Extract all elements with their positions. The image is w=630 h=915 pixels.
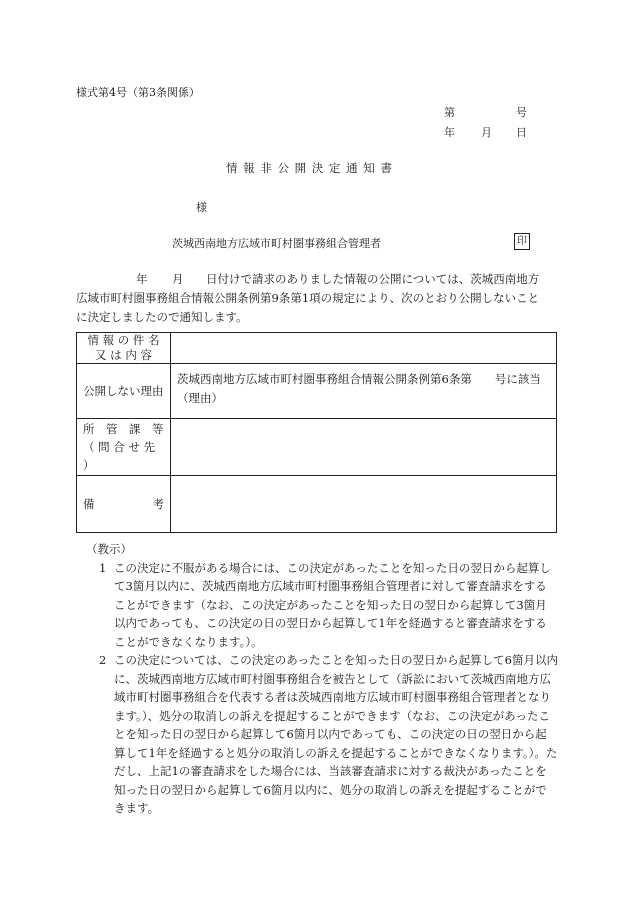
form-label: 様式第4号（第3条関係） bbox=[76, 86, 200, 99]
instructions-section bbox=[86, 540, 558, 818]
intro-paragraph bbox=[76, 270, 558, 327]
instructions-heading: （教示） bbox=[86, 542, 132, 556]
instruction-item-1-text: この決定に不服がある場合には、この決定があったことを知った日の翌日から起算して3箇月以内に、茨城西南地方広域市町村圏事務組合管理者に対して審査請求をすることができます（なお、この決定があったことを知った日の翌日から起算して3箇月以内であっても、この決定の日の翌日から起算して1年を経過すると審査請求をすることができなくなります。）。 bbox=[114, 560, 551, 649]
subject-label-line1: 情 報 の 件 名 bbox=[87, 333, 160, 347]
document-title: 情 報 非 公 開 決 定 通 知 書 bbox=[226, 161, 393, 175]
remarks-label bbox=[77, 476, 171, 533]
number-suffix: 号 bbox=[516, 106, 527, 119]
department-value bbox=[171, 419, 557, 476]
reason-value bbox=[171, 364, 557, 419]
department-label bbox=[77, 419, 171, 476]
reason-value-line2: （理由） bbox=[177, 391, 223, 405]
intro-line2: 広域市町村圏事務組合情報公開条例第9条第1項の規定により、次のとおり公開しないこと bbox=[76, 291, 540, 305]
reason-label-text: 公開しない理由 bbox=[83, 383, 164, 398]
department-label-line2: （ 問 合 せ 先 ） bbox=[83, 440, 156, 472]
decision-table bbox=[76, 332, 557, 533]
remarks-label-left: 備 bbox=[83, 496, 95, 511]
issuer-name: 茨城西南地方広域市町村圏事務組合管理者 bbox=[172, 237, 381, 250]
remarks-value bbox=[171, 476, 557, 533]
instruction-item-2 bbox=[94, 651, 558, 818]
instruction-item-1 bbox=[94, 559, 558, 652]
intro-line3: に決定しましたので通知します。 bbox=[76, 310, 248, 324]
date-day: 日 bbox=[516, 126, 527, 139]
table-row-remarks bbox=[77, 476, 557, 533]
instruction-item-1-number: 1 bbox=[99, 560, 107, 575]
seal-mark: 印 bbox=[514, 233, 530, 250]
reason-value-line1: 茨城西南地方広域市町村圏事務組合情報公開条例第6条第 号に該当 bbox=[177, 372, 541, 386]
intro-year: 年 bbox=[136, 272, 148, 286]
date-year: 年 bbox=[444, 126, 455, 139]
remarks-label-right: 考 bbox=[152, 496, 164, 511]
table-row-reason bbox=[77, 364, 557, 419]
subject-label-line2: 又 は 内 容 bbox=[95, 348, 152, 362]
table-row-department bbox=[77, 419, 557, 476]
intro-month: 月 bbox=[172, 272, 184, 286]
subject-label bbox=[77, 333, 171, 364]
date-month: 月 bbox=[481, 126, 492, 139]
number-prefix: 第 bbox=[444, 106, 455, 119]
recipient-suffix: 様 bbox=[196, 201, 207, 214]
instruction-item-2-number: 2 bbox=[99, 653, 107, 667]
table-row-subject bbox=[77, 333, 557, 364]
subject-value bbox=[171, 333, 557, 364]
department-label-line1: 所 管 課 等 bbox=[83, 422, 164, 436]
intro-line1: 日付けで請求のありました情報の公開については、茨城西南地方 bbox=[206, 272, 540, 286]
reason-label bbox=[77, 364, 171, 419]
instruction-item-2-text: この決定については、この決定のあったことを知った日の翌日から起算して6箇月以内に、茨城西南地方広域市町村圏事務組合を被告として（訴訟において茨城西南地方広域市町村圏事務組合を代表する者は茨城西南地方広域市町村圏事務組合管理者となります。）、処分の取消しの訴えを提起することができます（なお、この決定があったことを知った日の翌日から起算して6箇月以内であっても、この決定の日の翌日から起算して1年を経過すると処分の取消しの訴えを提起することができなくなります。）。ただし、上記1の審査請求をした場合には、当該審査請求に対する裁決があったことを知った日の翌日から起算して6箇月以内に、処分の取消しの訴えを提起することができます。 bbox=[114, 653, 558, 815]
